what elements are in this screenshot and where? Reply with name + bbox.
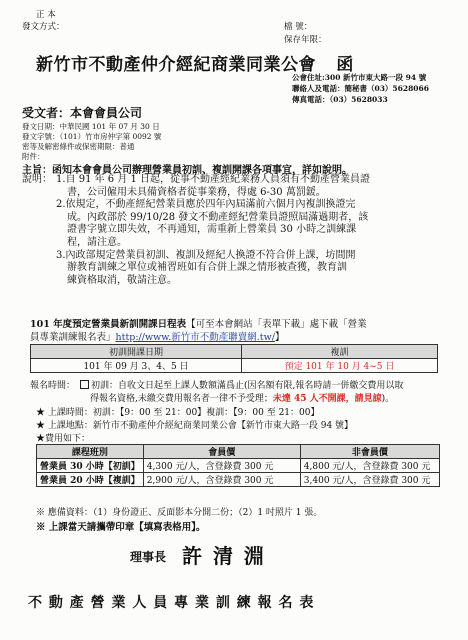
issue-date: 發文日期：中華民國 101 年 07 月 30 日: [22, 122, 160, 131]
col-nonmember: 非會員價: [300, 445, 439, 459]
explanation-line: 辦教育訓練之單位或補習班如有合併上課之情形被查獲，教育訓: [67, 262, 347, 274]
registration-initial: 初訓：自收文日起至上課人數額滿爲止(因名額有限,報名時請一併繳交費用以取: [80, 378, 403, 391]
org-address: 公會住址:300 新竹市東大路一段 94 號: [292, 73, 427, 82]
class-location: ★ 上課地點：新竹市不動產仲介經紀商業同業公會【新竹市東大路一段 94 號】: [36, 421, 354, 431]
fee-label: ★費用如下：: [36, 434, 91, 444]
docs-note: ※ 應備資料：（1）身份證正、反面影本分開二份；（2）1 吋照片 1 張。: [36, 508, 323, 518]
explanation-line: 練資格取消，敬請注意。: [67, 274, 177, 286]
chairman-name: 許 清 淵: [182, 544, 266, 568]
registration-line2: 得報名資格,未繳交費用報名者一律不予受理；未達 45 人不開課，請見諒)。: [90, 394, 395, 404]
registration-label: 報名時間：: [30, 381, 76, 391]
org-fax: 傳真電話：（03）5628033: [292, 95, 388, 104]
explanation-line: 1.自 91 年 6 月 1 日起，從事不動產經紀業務人員須有不動產營業員證: [56, 174, 371, 185]
footer-title: 不 動 產 營 業 人 員 專 業 訓 練 報 名 表: [28, 595, 315, 611]
fee-table: [36, 444, 440, 487]
chairman-title: 理事長: [130, 550, 167, 564]
col-class: 課程班別: [37, 445, 144, 459]
fee-nonmember-cell: 4,800 元/人，含登錄費 300 元: [300, 459, 439, 473]
explanation-line: 證書字號立即失效，不再通知，需重新上營業員 30 小時之訓練課: [67, 224, 357, 236]
fee-class-cell: 營業員 30 小時【初訓】: [37, 459, 144, 473]
security-level: 密等及解密條件或保密期限：普通: [22, 142, 135, 151]
explanation-line: 2.依規定，不動產經紀營業員應於四年內屆滿前六個月內複訓換證完: [56, 199, 356, 211]
org-contact-phone: 聯絡人及電話：簡秘書（03）5628066: [292, 84, 429, 93]
explanation-label: 說明：: [22, 174, 52, 185]
explanation-line: 成。內政部於 99/10/28 發文不動產經紀營業員證照屆滿過期者，該: [67, 211, 369, 223]
file-no: 檔 號：: [284, 22, 313, 32]
schedule-heading: 101 年度預定營業員新訓開課日程表【可至本會網站「表單下載」處下載「營業: [30, 319, 367, 330]
initial-header: 初訓開課日期: [31, 345, 242, 359]
issue-number: 發文字號：（101）竹市房仲字第 0092 號: [22, 132, 162, 141]
recipient: 受文者：本會會員公司: [22, 106, 143, 120]
renewal-header: 複訓: [242, 345, 438, 359]
fee-member-cell: 2,900 元/人，含登錄費 300 元: [143, 473, 300, 487]
retention: 保存年限：: [284, 35, 327, 45]
delivery-method: 發文方式：: [22, 22, 65, 32]
schedule-table: [30, 344, 438, 373]
schedule-note-line2: 員專業訓練報名表」http://www.新竹市不動產聯賣網.tw/】: [30, 332, 285, 343]
initial-date: 101 年 09 月 3、4、5 日: [31, 359, 242, 373]
table-row: [31, 345, 438, 359]
org-title: 新竹市不動產仲介經紀商業同業公會 函: [36, 55, 354, 75]
fee-nonmember-cell: 3,400 元/人，含登錄費 300 元: [300, 473, 439, 487]
renewal-date: 預定 101 年 10 月 4~5 日: [242, 359, 438, 373]
class-time: ★ 上課時間：初訓：【9：00 至 21：00】複訓：【9：00 至 21：00】: [36, 408, 320, 418]
explanation-line: 3.內政部規定營業員初訓、複訓及經紀人換證不符合併上課，坊間開: [56, 249, 356, 261]
table-row: [37, 445, 440, 459]
bring-note: ※ 上課當天請攜帶印章【填寫表格用】。: [36, 522, 206, 533]
fee-member-cell: 4,300 元/人，含登錄費 300 元: [143, 459, 300, 473]
table-row: [37, 459, 440, 473]
subject: 主旨：函知本會會員公司辦理營業員初訓、複訓開課各項事宜，詳如說明。: [22, 165, 352, 176]
initial-checkbox[interactable]: [80, 380, 89, 389]
explanation-block: [56, 174, 370, 287]
explanation-line: 程，請注意。: [67, 236, 127, 248]
col-member: 會員價: [143, 445, 300, 459]
copy-label: 正 本: [36, 10, 56, 20]
website-link[interactable]: http://www.新竹市不動產聯賣網.tw/: [115, 332, 275, 343]
explanation-line: 書，公司僱用未具備資格者從事業務，得處 6-30 萬罰鍰。: [67, 186, 326, 198]
fee-class-cell: 營業員 20 小時【複訓】: [37, 473, 144, 487]
table-row: [37, 473, 440, 487]
table-row: [31, 359, 438, 373]
attachment: 附件：: [22, 152, 45, 161]
